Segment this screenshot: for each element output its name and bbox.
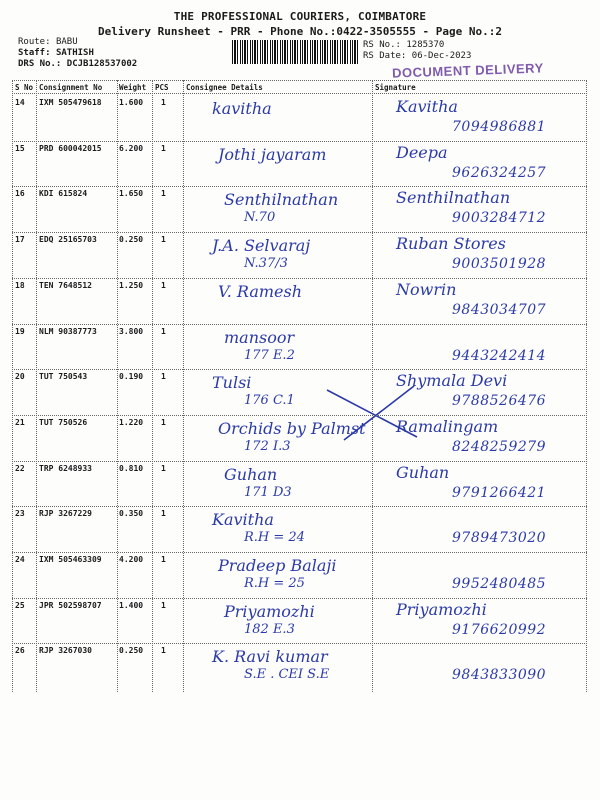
row-consignee-sub: R.H = 24 <box>244 530 305 546</box>
drs-label: DRS No.: <box>18 59 62 69</box>
row-phone: 9952480485 <box>452 576 547 592</box>
row-pcs: 1 <box>161 326 166 336</box>
row-divider <box>12 324 587 325</box>
drs-row <box>18 59 137 70</box>
row-weight: 0.250 <box>119 235 144 245</box>
row-pcs: 1 <box>161 143 166 153</box>
row-consignment: IXM 505463309 <box>39 555 102 564</box>
row-weight: 0.350 <box>119 509 144 519</box>
col-header-sno: S No <box>15 83 34 92</box>
col-header-consignment: Consignment No <box>39 83 103 92</box>
row-sno: 16 <box>15 189 25 199</box>
staff-label: Staff: <box>18 48 51 58</box>
row-phone: 9791266421 <box>452 484 547 501</box>
staff-value: SATHISH <box>55 48 94 58</box>
row-pcs: 1 <box>161 600 166 610</box>
row-consignee-name: Priyamozhi <box>224 601 315 621</box>
row-phone: 9176620992 <box>452 621 547 638</box>
row-divider <box>12 643 587 644</box>
row-divider <box>12 186 587 187</box>
drs-value: DCJB128537002 <box>66 59 138 69</box>
row-divider <box>12 552 587 553</box>
row-pcs: 1 <box>161 463 166 473</box>
col-header-signature: Signature <box>375 83 416 92</box>
row-signature: Shymala Devi <box>396 371 508 391</box>
row-divider <box>12 232 587 233</box>
row-weight: 1.400 <box>119 600 144 610</box>
row-signature: Ramalingam <box>396 416 499 436</box>
row-signature: Senthilnathan <box>396 188 511 208</box>
col-header-pcs: PCS <box>155 83 169 92</box>
row-weight: 1.650 <box>119 189 144 199</box>
row-consignee-name: kavitha <box>212 99 272 118</box>
runsheet-title: Delivery Runsheet - PRR - Phone No.:0422-3505555 - Page No.:2 <box>98 25 502 38</box>
row-sno: 17 <box>15 235 25 245</box>
row-pcs: 1 <box>161 646 166 656</box>
rs-no-value: 1285370 <box>406 40 445 50</box>
row-phone: 7094986881 <box>452 119 547 135</box>
row-divider <box>12 598 587 599</box>
col-border <box>36 80 37 692</box>
col-border <box>12 80 13 692</box>
row-consignment: RJP 3267030 <box>39 646 92 656</box>
col-border <box>117 80 118 692</box>
row-pcs: 1 <box>161 189 166 199</box>
row-weight: 1.600 <box>119 98 144 107</box>
row-consignment: TEN 7648512 <box>39 280 92 290</box>
row-divider <box>12 369 587 370</box>
row-signature: Kavitha <box>396 97 458 116</box>
row-consignee-name: Senthilnathan <box>224 190 339 210</box>
col-header-weight: Weight <box>119 83 147 92</box>
row-consignee-name: K. Ravi kumar <box>212 647 328 667</box>
row-weight: 4.200 <box>119 555 144 564</box>
meta-right <box>363 40 471 62</box>
row-phone: 9789473020 <box>452 530 547 547</box>
row-divider <box>12 141 587 142</box>
row-consignee-name: V. Ramesh <box>218 281 303 301</box>
row-consignee-sub: N.37/3 <box>244 256 288 272</box>
row-consignee-sub: 177 E.2 <box>244 347 295 363</box>
row-sno: 26 <box>15 646 25 656</box>
barcode <box>232 40 358 64</box>
row-consignee-sub: N.70 <box>244 210 276 226</box>
document-delivery-stamp: DOCUMENT DELIVERY <box>391 60 544 81</box>
row-consignment: JPR 502598707 <box>39 600 102 610</box>
table-header-border <box>12 93 587 94</box>
row-consignee-name: Pradeep Balaji <box>218 556 337 575</box>
row-divider <box>12 415 587 416</box>
row-weight: 3.800 <box>119 326 144 336</box>
row-pcs: 1 <box>161 235 166 245</box>
row-consignee-sub: S.E . CEI S.E <box>244 667 330 683</box>
row-pcs: 1 <box>161 98 166 107</box>
row-weight: 0.250 <box>119 646 144 656</box>
row-consignment: RJP 3267229 <box>39 509 92 519</box>
row-sno: 14 <box>15 98 25 107</box>
row-sno: 18 <box>15 280 25 290</box>
rs-date-row <box>363 51 471 62</box>
row-phone: 9843833090 <box>452 667 547 684</box>
row-pcs: 1 <box>161 509 166 519</box>
row-signature: Deepa <box>396 142 448 162</box>
row-phone: 9003284712 <box>452 210 547 227</box>
row-consignee-name: Guhan <box>224 464 278 484</box>
row-phone: 9003501928 <box>452 256 547 273</box>
row-pcs: 1 <box>161 280 166 290</box>
row-weight: 0.190 <box>119 372 144 382</box>
row-consignment: EDQ 25165703 <box>39 235 97 245</box>
col-border <box>183 80 184 692</box>
row-consignee-name: mansoor <box>224 327 295 347</box>
row-consignee-name: Jothi jayaram <box>218 144 327 164</box>
row-pcs: 1 <box>161 372 166 382</box>
row-phone: 9443242414 <box>452 347 547 364</box>
row-phone: 8248259279 <box>452 438 547 455</box>
row-consignment: KDI 615824 <box>39 189 88 199</box>
row-consignee-name: J.A. Selvaraj <box>212 236 311 256</box>
row-weight: 1.250 <box>119 280 144 290</box>
route-row <box>18 37 137 48</box>
rs-date-value: 06-Dec-2023 <box>411 51 472 61</box>
row-sno: 15 <box>15 143 25 153</box>
row-signature: Guhan <box>396 462 450 482</box>
rs-date-label: RS Date: <box>363 51 407 61</box>
row-sno: 19 <box>15 326 25 336</box>
row-consignment: TRP 6248933 <box>39 463 92 473</box>
rs-no-row <box>363 40 471 51</box>
row-pcs: 1 <box>161 555 166 564</box>
row-signature: Ruban Stores <box>396 234 506 254</box>
table-top-border <box>12 80 587 81</box>
row-consignee-sub: R.H = 25 <box>244 576 305 591</box>
row-consignment: IXM 505479618 <box>39 98 102 107</box>
row-consignee-name: Kavitha <box>212 510 274 530</box>
row-signature: Priyamozhi <box>396 599 487 619</box>
row-consignment: PRD 600042015 <box>39 143 102 153</box>
row-pcs: 1 <box>161 417 166 427</box>
row-consignee-sub: 171 D3 <box>244 484 292 500</box>
row-weight: 1.220 <box>119 417 144 427</box>
row-sno: 25 <box>15 600 25 610</box>
row-signature: Nowrin <box>396 279 457 299</box>
row-weight: 6.200 <box>119 143 144 153</box>
col-border <box>586 80 587 692</box>
row-consignee-sub: 182 E.3 <box>244 621 295 637</box>
row-divider <box>12 461 587 462</box>
meta-left <box>18 37 137 70</box>
row-divider <box>12 506 587 507</box>
row-consignment: TUT 750526 <box>39 417 88 427</box>
row-sno: 23 <box>15 509 25 519</box>
delivery-table <box>12 80 587 692</box>
rs-no-label: RS No.: <box>363 40 401 50</box>
row-phone: 9626324257 <box>452 164 547 181</box>
col-border <box>152 80 153 692</box>
row-sno: 21 <box>15 417 25 427</box>
row-sno: 20 <box>15 372 25 382</box>
row-consignee-name: Orchids by Palmst <box>218 418 366 438</box>
row-consignee-name: Tulsi <box>212 373 252 393</box>
row-consignee-sub: 176 C.1 <box>244 393 295 409</box>
row-consignment: NLM 90387773 <box>39 326 97 336</box>
route-value: BABU <box>55 37 78 47</box>
row-sno: 22 <box>15 463 25 473</box>
row-divider <box>12 278 587 279</box>
row-phone: 9788526476 <box>452 393 547 410</box>
row-consignment: TUT 750543 <box>39 372 88 382</box>
route-label: Route: <box>18 37 51 47</box>
row-phone: 9843034707 <box>452 301 547 318</box>
company-title: THE PROFESSIONAL COURIERS, COIMBATORE <box>173 10 427 23</box>
row-consignee-sub: 172 I.3 <box>244 438 291 454</box>
staff-row <box>18 48 137 59</box>
row-weight: 0.810 <box>119 463 144 473</box>
row-sno: 24 <box>15 555 25 564</box>
col-header-consignee: Consignee Details <box>186 83 263 92</box>
